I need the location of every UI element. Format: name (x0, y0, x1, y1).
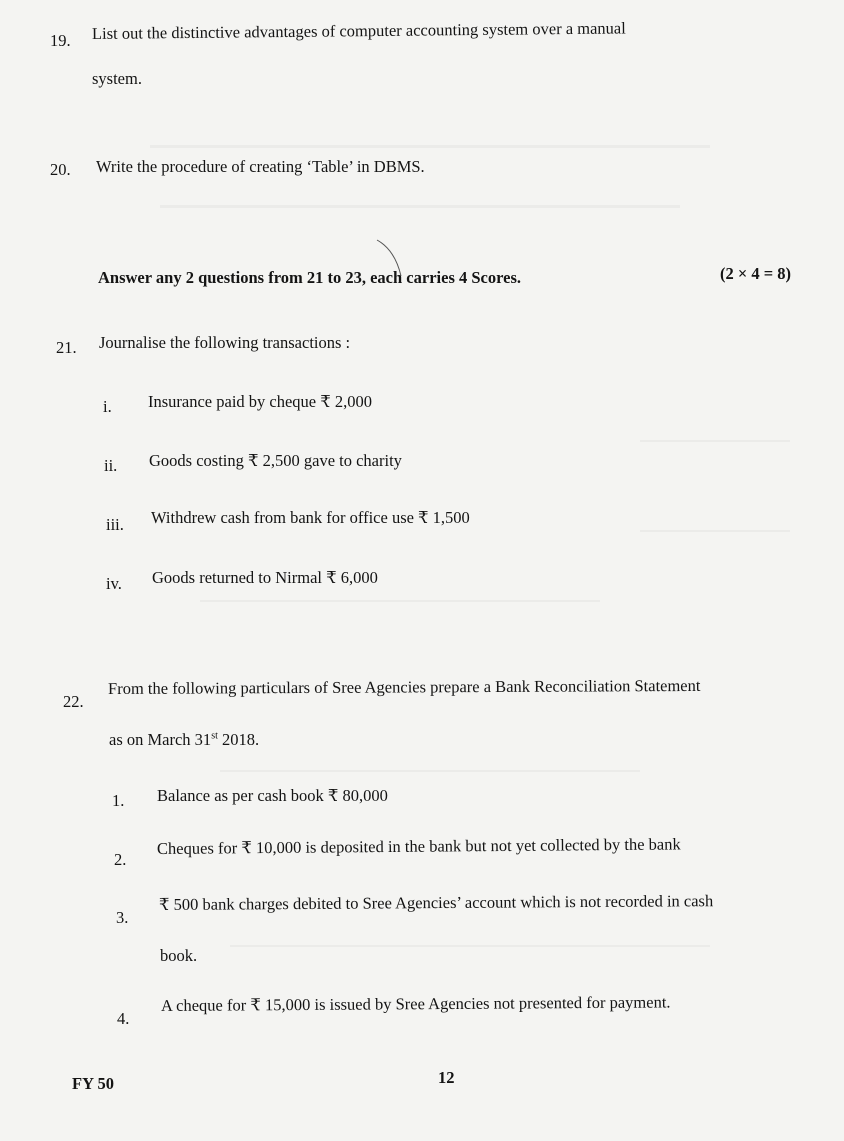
question-19-text-line1: List out the distinctive advantages of computer accounting system over a manual (91, 18, 626, 43)
question-22-item-text: Cheques for ₹ 10,000 is deposited in the bank but not yet collected by the bank (156, 834, 681, 858)
question-22-item-label: 2. (114, 850, 127, 869)
question-21-item-label: i. (103, 397, 112, 416)
question-22-item-label: 1. (112, 791, 125, 810)
question-22-number: 22. (63, 692, 84, 711)
question-21-item-text: Insurance paid by cheque ₹ 2,000 (148, 392, 373, 411)
footer-paper-code: FY 50 (72, 1074, 115, 1093)
show-through-mark (220, 770, 640, 772)
ordinal-superscript: st (211, 730, 218, 742)
question-20-text: Write the procedure of creating ‘Table’ in DBMS. (96, 157, 425, 176)
question-21-text: Journalise the following transactions : (99, 333, 351, 352)
question-22-item-label: 4. (117, 1009, 130, 1028)
question-21-item-text: Goods costing ₹ 2,500 gave to charity (149, 451, 402, 470)
question-21-item-label: ii. (104, 456, 118, 475)
question-22-item-continuation: book. (160, 946, 198, 965)
show-through-mark (640, 530, 790, 532)
show-through-mark (150, 145, 710, 148)
question-19-number: 19. (50, 31, 71, 50)
question-22-text-line2: as on March 31st 2018. (109, 730, 260, 749)
question-22-item-label: 3. (116, 908, 129, 927)
question-22-item-text: A cheque for ₹ 15,000 is issued by Sree Agencies not presented for payment. (160, 992, 671, 1015)
question-20-number: 20. (50, 160, 71, 179)
question-22-item-text: Balance as per cash book ₹ 80,000 (157, 786, 388, 805)
show-through-mark (160, 205, 680, 208)
show-through-mark (640, 440, 790, 442)
question-21-item-text: Goods returned to Nirmal ₹ 6,000 (152, 568, 378, 587)
question-21-number: 21. (56, 338, 77, 357)
question-22-text-line1: From the following particulars of Sree Agencies prepare a Bank Reconciliation Statement (107, 675, 701, 698)
question-21-item-label: iv. (106, 574, 122, 593)
show-through-mark (230, 945, 710, 947)
question-21-item-text: Withdrew cash from bank for office use ₹ 1,500 (151, 508, 470, 527)
show-through-mark (200, 600, 600, 602)
question-22-item-text: ₹ 500 bank charges debited to Sree Agencies’ account which is not recorded in cash (158, 891, 714, 914)
question-21-item-label: iii. (106, 515, 124, 534)
footer-page-number: 12 (438, 1068, 455, 1087)
section-instruction: Answer any 2 questions from 21 to 23, each carries 4 Scores. (98, 268, 522, 287)
question-19-text-line2: system. (92, 69, 142, 88)
section-score: (2 × 4 = 8) (720, 264, 792, 283)
